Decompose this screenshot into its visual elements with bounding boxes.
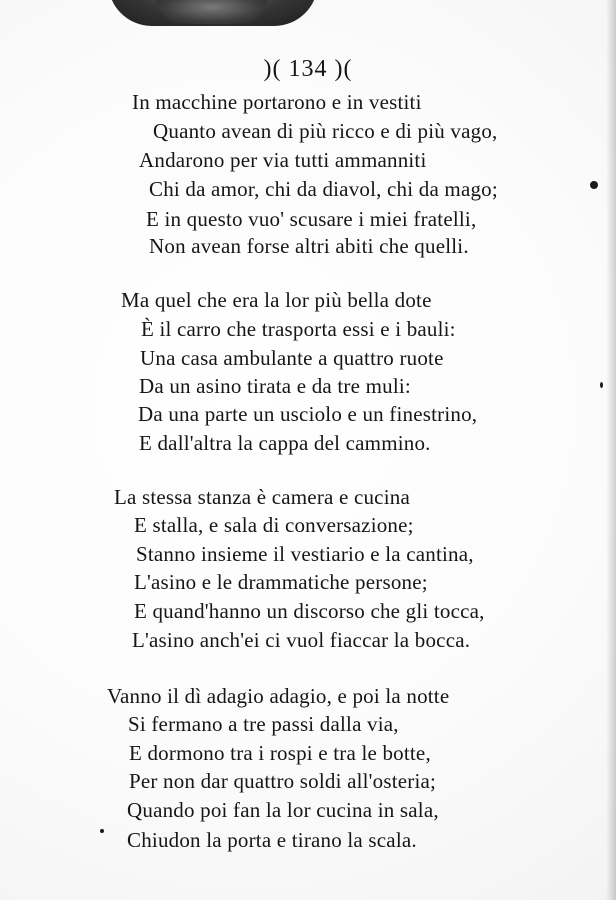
- verse-line: Quanto avean di più ricco e di più vago,: [153, 119, 498, 143]
- verse-line: Chi da amor, chi da diavol, chi da mago;: [149, 177, 498, 201]
- verse-line: Da una parte un usciolo e un finestrino,: [138, 402, 478, 426]
- verse-line: Per non dar quattro soldi all'osteria;: [129, 769, 437, 793]
- verse-line: La stessa stanza è camera e cucina: [114, 485, 410, 509]
- verse-line: Da un asino tirata e da tre muli:: [139, 374, 411, 398]
- verse-line: Andarono per via tutti ammanniti: [139, 148, 427, 172]
- verse-line: E quand'hanno un discorso che gli tocca,: [134, 599, 485, 623]
- verse-line: Non avean forse altri abiti che quelli.: [149, 234, 469, 258]
- ink-speck: [100, 829, 104, 833]
- verse-line: In macchine portarono e in vestiti: [132, 90, 422, 114]
- verse-line: Ma quel che era la lor più bella dote: [121, 288, 432, 312]
- verse-line: E in questo vuo' scusare i miei fratelli,: [146, 207, 477, 231]
- verse-line: Si fermano a tre passi dalla via,: [128, 712, 399, 736]
- ink-speck: [590, 181, 598, 189]
- verse-line: L'asino e le drammatiche persone;: [134, 570, 428, 594]
- verse-line: È il carro che trasporta essi e i bauli:: [141, 317, 456, 341]
- page-edge-shadow: [606, 0, 616, 900]
- verse-line: Vanno il dì adagio adagio, e poi la notte: [107, 684, 450, 708]
- verse-line: E dall'altra la cappa del cammino.: [139, 431, 431, 455]
- verse-line: Stanno insieme il vestiario e la cantina,: [136, 542, 474, 566]
- verse-line: Quando poi fan la lor cucina in sala,: [127, 798, 439, 822]
- verse-line: E dormono tra i rospi e tra le botte,: [129, 741, 431, 765]
- verse-line: Chiudon la porta e tirano la scala.: [127, 828, 417, 852]
- verse-line: Una casa ambulante a quattro ruote: [140, 346, 444, 370]
- page-number: )( 134 )(: [263, 56, 353, 82]
- binding-clip: [156, 0, 268, 24]
- verse-line: L'asino anch'ei ci vuol fiaccar la bocca.: [132, 628, 471, 652]
- ink-speck: [600, 382, 603, 388]
- verse-line: E stalla, e sala di conversazione;: [134, 513, 414, 537]
